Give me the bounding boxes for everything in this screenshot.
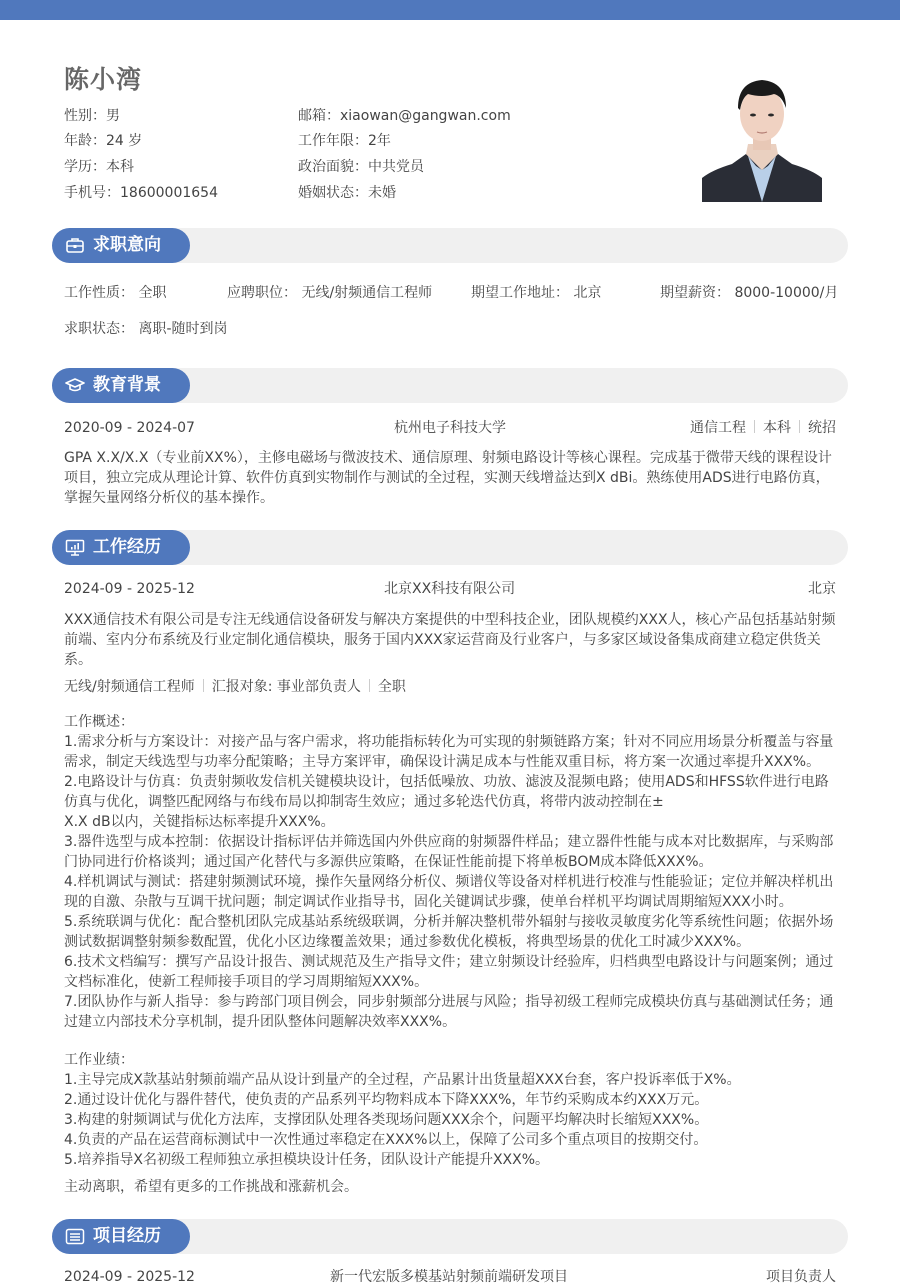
education-value: 本科 bbox=[106, 159, 134, 175]
profile-photo bbox=[702, 70, 822, 202]
intent-status bbox=[64, 320, 228, 338]
achievement-item: 2.通过设计优化与器件替代，使负责的产品系列平均物料成本下降XXX%，年节约采购成本约XXX万元。 bbox=[64, 1092, 709, 1108]
age-field bbox=[64, 132, 142, 150]
education-label: 学历： bbox=[64, 159, 106, 175]
section-title-intent: 求职意向 bbox=[93, 235, 161, 255]
work-title: 无线/射频通信工程师 bbox=[64, 679, 195, 695]
overview-item: 4.样机调试与测试：搭建射频测试环境，操作矢量网络分析仪、频谱仪等设备对样机进行校准与性能验证；定位并解决样机出现的自激、杂散与互调干扰问题；制定调试作业指导书，固化关键调试步骤，使单台样机平均调试周期缩短XXX小时。 bbox=[64, 874, 834, 910]
section-pill-work bbox=[52, 530, 190, 565]
achievement-item: 3.构建的射频调试与优化方法库，支撑团队处理各类现场问题XXX余个，问题平均解决时长缩短XXX%。 bbox=[64, 1112, 709, 1128]
section-header-project bbox=[52, 1219, 848, 1254]
education-tags bbox=[690, 419, 836, 437]
overview-item: 2.电路设计与仿真：负责射频收发信机关键模块设计，包括低噪放、功放、滤波及混频电路；使用ADS和HFSS软件进行电路仿真与优化，调整匹配网络与布线布局以抑制寄生效应；通过多轮迭代仿真，将带内波动控制在± bbox=[64, 774, 829, 810]
intent-city-value: 北京 bbox=[573, 285, 602, 301]
intent-type bbox=[64, 284, 166, 302]
email-label: 邮箱： bbox=[298, 108, 340, 124]
years-field bbox=[298, 132, 391, 150]
section-pill-intent bbox=[52, 228, 190, 263]
divider bbox=[754, 420, 755, 433]
work-role-tags bbox=[64, 678, 406, 696]
work-overview bbox=[64, 712, 838, 1032]
political-value: 中共党员 bbox=[368, 159, 424, 175]
gender-label: 性别： bbox=[64, 108, 106, 124]
intent-salary-value: 8000-10000/月 bbox=[734, 285, 839, 301]
project-role: 项目负责人 bbox=[766, 1269, 836, 1285]
section-pill-education bbox=[52, 368, 190, 403]
intent-type-label: 工作性质： bbox=[64, 285, 134, 301]
overview-item: 5.系统联调与优化：配合整机团队完成基站系统级联调，分析并解决整机带外辐射与接收灵敏度劣化等系统性问题；依据外场测试数据调整射频参数配置，优化小区边缘覆盖效果；通过参数优化模板，将典型场景的优化工时减少XXX%。 bbox=[64, 914, 834, 950]
achievements-title: 工作业绩： bbox=[64, 1052, 134, 1068]
education-school: 杭州电子科技大学 bbox=[394, 420, 506, 436]
list-document-icon bbox=[65, 1228, 85, 1245]
project-name: 新一代宏版多模基站射频前端研发项目 bbox=[330, 1269, 568, 1285]
gender-field bbox=[64, 107, 120, 125]
section-title-work: 工作经历 bbox=[93, 537, 161, 557]
monitor-chart-icon bbox=[65, 539, 85, 556]
intent-salary bbox=[660, 284, 838, 302]
phone-label: 手机号： bbox=[64, 185, 120, 201]
intent-status-label: 求职状态： bbox=[64, 321, 134, 337]
company-description: XXX通信技术有限公司是专注无线通信设备研发与解决方案提供的中型科技企业，团队规模约XXX人，核心产品包括基站射频前端、室内分布系统及行业定制化通信模块，服务于国内XXX家运营商及行业客户，与多家区域设备集成商建立稳定供货关系。 bbox=[64, 612, 836, 668]
intent-position-value: 无线/射频通信工程师 bbox=[301, 285, 433, 301]
marital-value: 未婚 bbox=[368, 185, 396, 201]
section-header-intent bbox=[52, 228, 848, 263]
work-period: 2024-09 - 2025-12 bbox=[64, 581, 195, 597]
work-job-type: 全职 bbox=[377, 679, 406, 695]
intent-city bbox=[471, 284, 601, 302]
political-label: 政治面貌： bbox=[298, 159, 368, 175]
divider bbox=[799, 420, 800, 433]
email-value[interactable]: xiaowan@gangwan.com bbox=[340, 108, 511, 124]
marital-label: 婚姻状态： bbox=[298, 185, 368, 201]
candidate-name: 陈小湾 bbox=[64, 65, 143, 94]
marital-field bbox=[298, 184, 396, 202]
overview-item: 6.技术文档编写：撰写产品设计报告、测试规范及生产指导文件；建立射频设计经验库，归档典型电路设计与问题案例；通过文档标准化，使新工程师接手项目的学习周期缩短XXX%。 bbox=[64, 954, 834, 990]
achievement-item: 1.主导完成X款基站射频前端产品从设计到量产的全过程，产品累计出货量超XXX台套，客户投诉率低于X%。 bbox=[64, 1072, 741, 1088]
intent-city-label: 期望工作地址： bbox=[471, 285, 569, 301]
intent-position bbox=[227, 284, 432, 302]
section-pill-project bbox=[52, 1219, 190, 1254]
section-header-education bbox=[52, 368, 848, 403]
years-label: 工作年限： bbox=[298, 133, 368, 149]
work-city: 北京 bbox=[808, 581, 836, 597]
top-accent-bar bbox=[0, 0, 900, 20]
education-enroll: 统招 bbox=[808, 420, 836, 436]
section-title-project: 项目经历 bbox=[93, 1226, 161, 1246]
age-label: 年龄： bbox=[64, 133, 106, 149]
gender-value: 男 bbox=[106, 108, 120, 124]
phone-field bbox=[64, 184, 218, 202]
leave-reason: 主动离职，希望有更多的工作挑战和涨薪机会。 bbox=[64, 1179, 358, 1195]
overview-item: X.X dB以内，关键指标达标率提升XXX%。 bbox=[64, 814, 335, 830]
phone-value: 18600001654 bbox=[120, 185, 218, 201]
intent-type-value: 全职 bbox=[138, 285, 167, 301]
overview-title: 工作概述： bbox=[64, 714, 134, 730]
age-value: 24 岁 bbox=[106, 133, 143, 149]
email-field bbox=[298, 107, 511, 125]
intent-position-label: 应聘职位： bbox=[227, 285, 297, 301]
achievement-item: 5.培养指导X名初级工程师独立承担模块设计任务，团队设计产能提升XXX%。 bbox=[64, 1152, 550, 1168]
education-degree: 本科 bbox=[763, 420, 791, 436]
section-title-education: 教育背景 bbox=[93, 375, 161, 395]
education-period: 2020-09 - 2024-07 bbox=[64, 420, 195, 436]
project-period: 2024-09 - 2025-12 bbox=[64, 1269, 195, 1285]
section-header-work bbox=[52, 530, 848, 565]
briefcase-icon bbox=[65, 237, 85, 254]
education-field bbox=[64, 158, 134, 176]
intent-status-value: 离职-随时到岗 bbox=[138, 321, 228, 337]
divider bbox=[203, 679, 204, 692]
intent-salary-label: 期望薪资： bbox=[660, 285, 730, 301]
work-achievements bbox=[64, 1050, 838, 1170]
overview-item: 1.需求分析与方案设计：对接产品与客户需求，将功能指标转化为可实现的射频链路方案；针对不同应用场景分析覆盖与容量需求，制定天线选型与功率分配策略；主导方案评审，确保设计满足成本与性能双重目标，将方案一次通过率提升XXX%。 bbox=[64, 734, 834, 770]
political-field bbox=[298, 158, 424, 176]
divider bbox=[369, 679, 370, 692]
overview-item: 7.团队协作与新人指导：参与跨部门项目例会，同步射频部分进展与风险；指导初级工程师完成模块仿真与基础测试任务；通过建立内部技术分享机制，提升团队整体问题解决效率XXX%。 bbox=[64, 994, 834, 1030]
graduation-cap-icon bbox=[65, 377, 85, 394]
education-description: GPA X.X/X.X（专业前XX%），主修电磁场与微波技术、通信原理、射频电路设计等核心课程。完成基于微带天线的课程设计项目，独立完成从理论计算、软件仿真到实物制作与测试的全过程，实测天线增益达到X dBi。熟练使用ADS进行电路仿真，掌握矢量网络分析仪的基本操作。 bbox=[64, 450, 832, 506]
work-report-to: 汇报对象: 事业部负责人 bbox=[211, 679, 361, 695]
achievement-item: 4.负责的产品在运营商标测试中一次性通过率稳定在XXX%以上，保障了公司多个重点项目的按期交付。 bbox=[64, 1132, 708, 1148]
education-major: 通信工程 bbox=[690, 420, 746, 436]
work-company: 北京XX科技有限公司 bbox=[384, 581, 516, 597]
years-value: 2年 bbox=[368, 133, 391, 149]
overview-item: 3.器件选型与成本控制：依据设计指标评估并筛选国内外供应商的射频器件样品；建立器件性能与成本对比数据库，与采购部门协同进行价格谈判；通过国产化替代与多源供应策略，在保证性能前提下将单板BOM成本降低XXX%。 bbox=[64, 834, 834, 870]
